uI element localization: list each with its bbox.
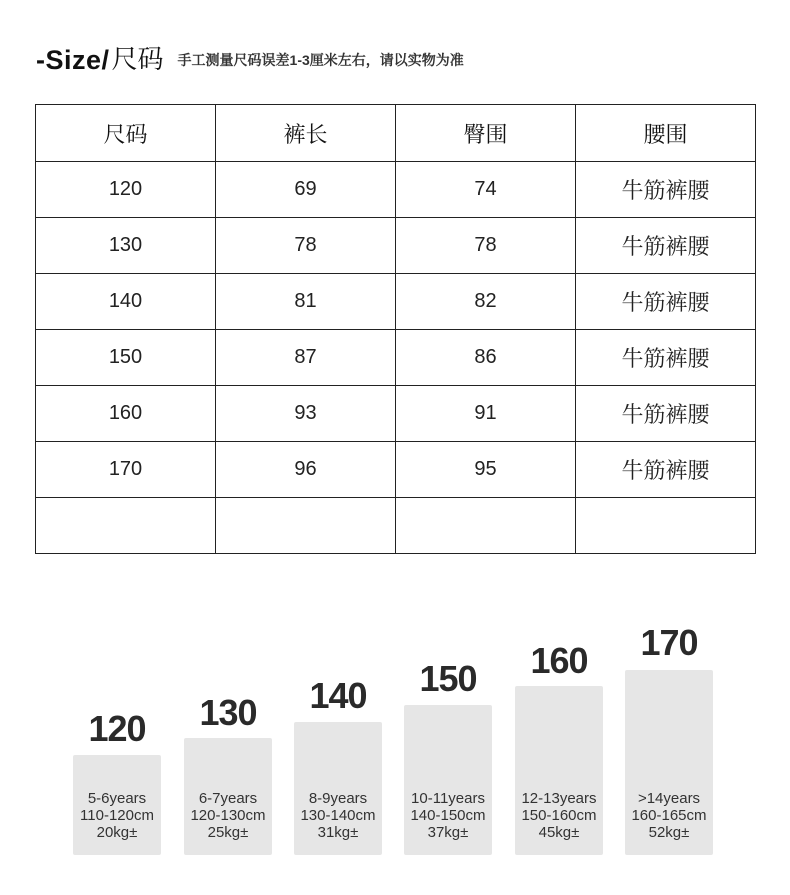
card-age: 8-9years bbox=[308, 790, 368, 807]
table-row bbox=[36, 218, 756, 274]
cell-pants-length: 93 bbox=[216, 386, 396, 442]
card-weight: 25kg± bbox=[207, 824, 249, 841]
cell-hip: 95 bbox=[396, 442, 576, 498]
card-details bbox=[398, 790, 498, 841]
cell-pants-length bbox=[216, 498, 396, 554]
card-height: 160-165cm bbox=[631, 807, 707, 824]
card-size-number: 140 bbox=[309, 675, 367, 716]
cell-pants-length: 78 bbox=[216, 218, 396, 274]
card-details bbox=[178, 790, 278, 841]
card-weight: 20kg± bbox=[96, 824, 138, 841]
cell-hip: 78 bbox=[396, 218, 576, 274]
card-box bbox=[625, 670, 713, 855]
table-row bbox=[36, 442, 756, 498]
cell-waist: 牛筋裤腰 bbox=[576, 386, 756, 442]
table-header-row bbox=[36, 105, 756, 162]
cell-waist: 牛筋裤腰 bbox=[576, 442, 756, 498]
card-box bbox=[294, 722, 382, 855]
table-row-empty bbox=[36, 498, 756, 554]
title-english: -Size/ bbox=[36, 45, 110, 75]
card-height: 130-140cm bbox=[300, 807, 376, 824]
card-height: 140-150cm bbox=[410, 807, 486, 824]
card-size-number: 170 bbox=[640, 622, 698, 663]
card-box bbox=[515, 686, 603, 855]
size-cards bbox=[0, 600, 790, 880]
card-height: 150-160cm bbox=[521, 807, 597, 824]
cell-waist: 牛筋裤腰 bbox=[576, 218, 756, 274]
card-weight: 31kg± bbox=[317, 824, 359, 841]
card-size-number: 130 bbox=[199, 692, 257, 733]
measurement-note: 手工测量尺码误差1-3厘米左右，请以实物为准 bbox=[177, 52, 464, 68]
card-details bbox=[509, 790, 609, 841]
cell-pants-length: 81 bbox=[216, 274, 396, 330]
card-details bbox=[288, 790, 388, 841]
cell-hip: 82 bbox=[396, 274, 576, 330]
cell-size bbox=[36, 498, 216, 554]
card-age: 12-13years bbox=[521, 790, 597, 807]
table-row bbox=[36, 386, 756, 442]
header-pants-length: 裤长 bbox=[216, 105, 396, 162]
header-hip: 臀围 bbox=[396, 105, 576, 162]
cell-size: 130 bbox=[36, 218, 216, 274]
card-size-number: 150 bbox=[419, 658, 477, 699]
size-table bbox=[35, 104, 756, 554]
card-box bbox=[73, 755, 161, 855]
cell-hip: 74 bbox=[396, 162, 576, 218]
table-row bbox=[36, 162, 756, 218]
table-row bbox=[36, 274, 756, 330]
cell-pants-length: 96 bbox=[216, 442, 396, 498]
cell-size: 170 bbox=[36, 442, 216, 498]
card-weight: 52kg± bbox=[648, 824, 690, 841]
card-details bbox=[619, 790, 719, 841]
card-size-number: 160 bbox=[530, 640, 588, 681]
card-weight: 45kg± bbox=[538, 824, 580, 841]
card-weight: 37kg± bbox=[427, 824, 469, 841]
cell-pants-length: 87 bbox=[216, 330, 396, 386]
cell-hip bbox=[396, 498, 576, 554]
cell-pants-length: 69 bbox=[216, 162, 396, 218]
cell-hip: 86 bbox=[396, 330, 576, 386]
table-row bbox=[36, 330, 756, 386]
cell-size: 150 bbox=[36, 330, 216, 386]
header-waist: 腰围 bbox=[576, 105, 756, 162]
card-box bbox=[184, 738, 272, 855]
card-size-number: 120 bbox=[88, 708, 146, 749]
card-age: 5-6years bbox=[87, 790, 147, 807]
title-chinese: 尺码 bbox=[111, 44, 164, 74]
card-details bbox=[67, 790, 167, 841]
card-age: >14years bbox=[637, 790, 701, 807]
card-box bbox=[404, 705, 492, 855]
cell-waist bbox=[576, 498, 756, 554]
page-header bbox=[36, 36, 464, 76]
card-height: 110-120cm bbox=[80, 807, 154, 824]
cell-waist: 牛筋裤腰 bbox=[576, 274, 756, 330]
cell-size: 120 bbox=[36, 162, 216, 218]
cell-size: 140 bbox=[36, 274, 216, 330]
cell-waist: 牛筋裤腰 bbox=[576, 330, 756, 386]
card-age: 10-11years bbox=[411, 790, 485, 807]
cell-waist: 牛筋裤腰 bbox=[576, 162, 756, 218]
card-age: 6-7years bbox=[198, 790, 258, 807]
header-size: 尺码 bbox=[36, 105, 216, 162]
cell-hip: 91 bbox=[396, 386, 576, 442]
card-height: 120-130cm bbox=[190, 807, 266, 824]
cell-size: 160 bbox=[36, 386, 216, 442]
